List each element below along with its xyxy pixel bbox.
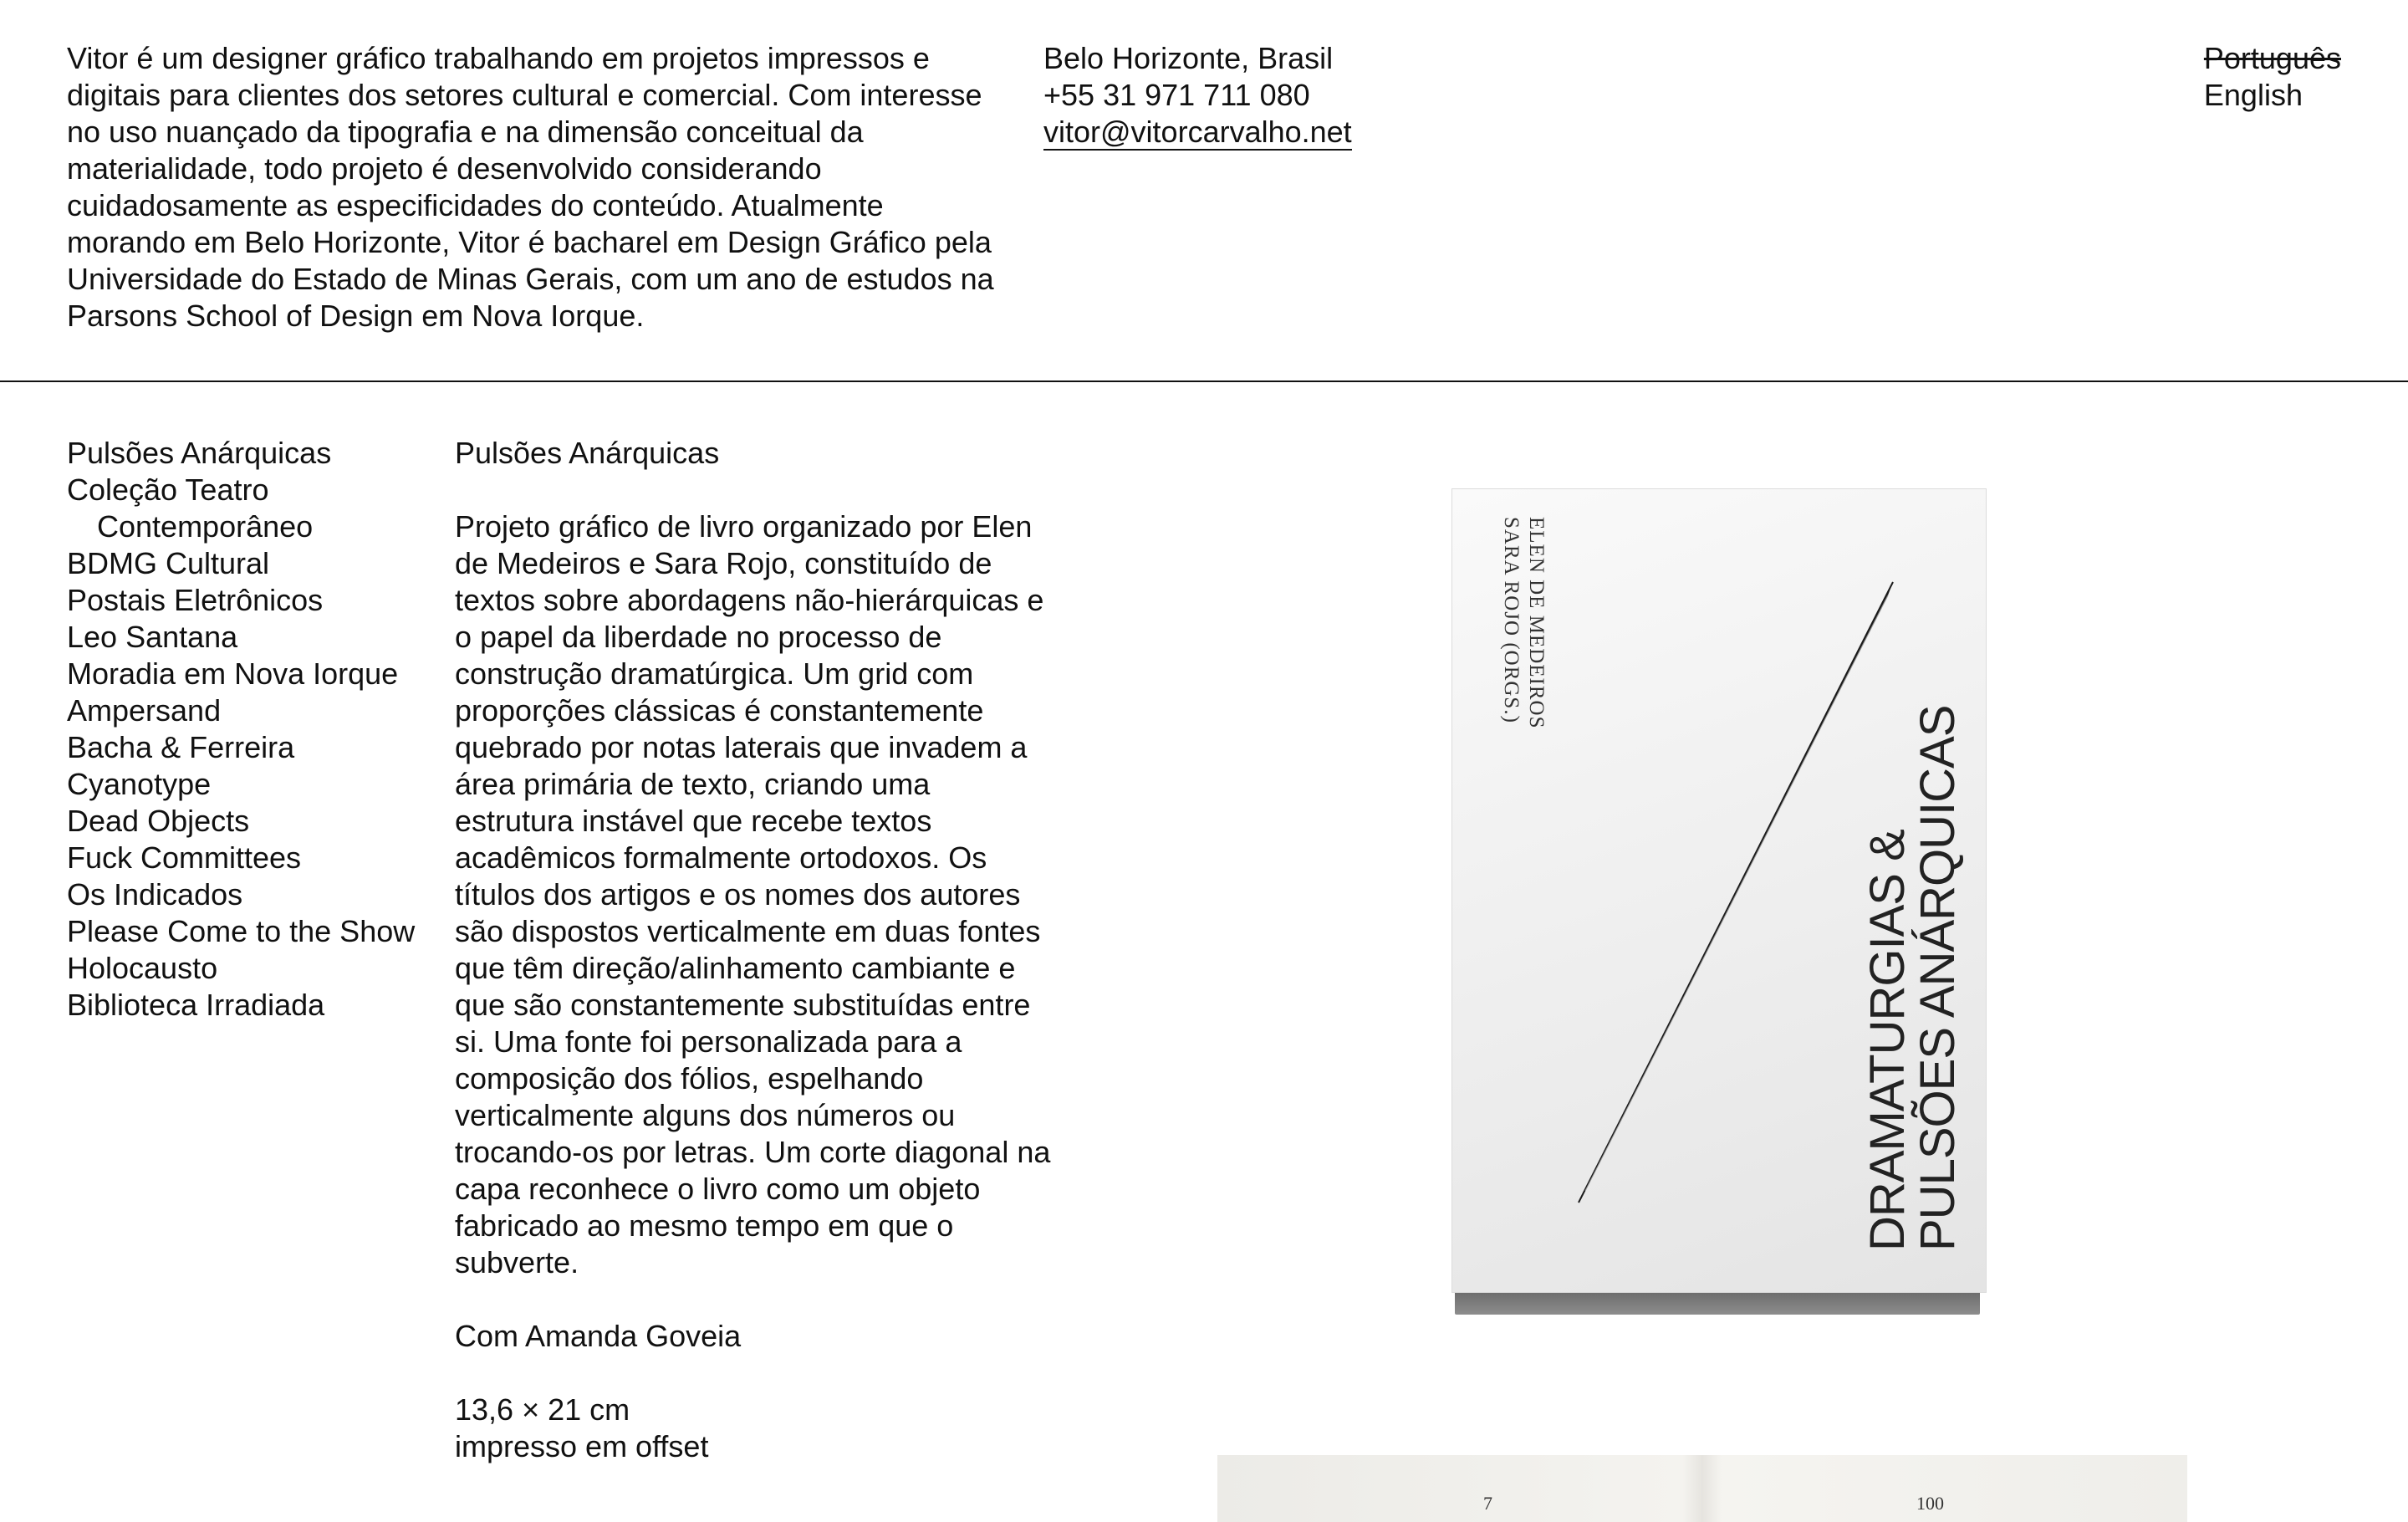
email-link[interactable]: vitor@vitorcarvalho.net	[1043, 115, 1352, 149]
cover-title-line-2: PULSÕES ANÁRQUICAS	[1911, 705, 1965, 1251]
book-edge	[1455, 1291, 1980, 1315]
nav-item-leo-santana[interactable]: Leo Santana	[67, 620, 238, 654]
nav-item-cyanotype[interactable]: Cyanotype	[67, 767, 212, 801]
book-cover	[1451, 488, 1987, 1293]
nav-item-postais-eletronicos[interactable]: Postais Eletrônicos	[67, 583, 324, 617]
project-description: Projeto gráfico de livro organizado por Elen de Medeiros e Sara Rojo, constituído de textos sobre abordagens não-hierárquicas e o papel da liberdade no processo de construção dramatúrgica. Um grid com proporções clássicas é constantemente quebrado por notas laterais que invadem a área primária de texto, criando uma estrutura instável que recebe textos acadêmicos formalmente ortodoxos. Os títulos dos artigos e os nomes dos autores são dispostos verticalmente em duas fontes que têm direção/alinhamento cambiante e que são constantemente substituídas entre si. Uma fonte foi personalizada para a composição dos fólios, espelhando verticalmente alguns dos números ou trocando-os por letras. Um corte diagonal na capa reconhece o livro como um objeto fabricado ao mesmo tempo em que o subverte.	[455, 509, 1051, 1279]
nav-item-colecao-teatro[interactable]: Coleção Teatro Contemporâneo	[67, 472, 314, 544]
cover-editors	[1498, 517, 1548, 728]
contact-block	[1043, 40, 1352, 151]
cover-editor-2: SARA ROJO (ORGS.)	[1500, 517, 1523, 723]
nav-item-fuck-committees[interactable]: Fuck Committees	[67, 840, 302, 875]
header-divider	[0, 380, 2408, 382]
nav-item-os-indicados[interactable]: Os Indicados	[67, 877, 243, 912]
cover-title-line-1: DRAMATURGIAS &	[1860, 830, 1915, 1251]
book-spread-image	[1217, 1455, 2187, 1522]
nav-item-please-come[interactable]: Please Come to the Show	[67, 914, 416, 948]
phone-text: +55 31 971 711 080	[1043, 78, 1310, 112]
project-credit: Com Amanda Goveia	[455, 1319, 742, 1353]
nav-item-bdmg-cultural[interactable]: BDMG Cultural	[67, 546, 270, 580]
book-cover-image	[1451, 488, 1987, 1316]
cover-title	[1860, 705, 1972, 1251]
cover-editor-1: ELEN DE MEDEIROS	[1525, 517, 1548, 729]
bio-text: Vitor é um designer gráfico trabalhando em projetos impressos e digitais para clientes dos setores cultural e comercial. Com interesse no uso nuançado da tipografia e na dimensão conceitual da materialidade, todo projeto é desenvolvido considerando cuidadosamente as especificidades do conteúdo. Atualmente morando em Belo Horizonte, Vitor é bacharel em Design Gráfico pela Universidade do Estado de Minas Gerais, com um ano de estudos na Parsons School of Design em Nova Iorque.	[67, 41, 994, 333]
location-text: Belo Horizonte, Brasil	[1043, 41, 1334, 75]
language-switcher	[2204, 40, 2341, 114]
nav-item-biblioteca-irradiada[interactable]: Biblioteca Irradiada	[67, 988, 325, 1022]
project-printing: impresso em offset	[455, 1429, 709, 1463]
nav-item-moradia-nova-iorque[interactable]: Moradia em Nova Iorque	[67, 656, 399, 691]
spread-folio-left: 7	[1483, 1493, 1492, 1514]
nav-item-holocausto[interactable]: Holocausto	[67, 951, 218, 985]
project-size: 13,6 × 21 cm	[455, 1392, 630, 1427]
nav-item-pulsoes-anarquicas[interactable]: Pulsões Anárquicas	[67, 436, 332, 470]
project-title: Pulsões Anárquicas	[455, 436, 720, 470]
project-nav	[67, 435, 435, 1024]
spread-folio-right: 100	[1916, 1493, 1944, 1514]
nav-item-ampersand[interactable]: Ampersand	[67, 693, 222, 728]
language-portuguese[interactable]: Português	[2203, 41, 2341, 75]
language-english[interactable]: English	[2203, 78, 2303, 112]
project-detail	[455, 435, 1057, 1465]
nav-item-bacha-ferreira[interactable]: Bacha & Ferreira	[67, 730, 295, 764]
nav-item-dead-objects[interactable]: Dead Objects	[67, 804, 250, 838]
